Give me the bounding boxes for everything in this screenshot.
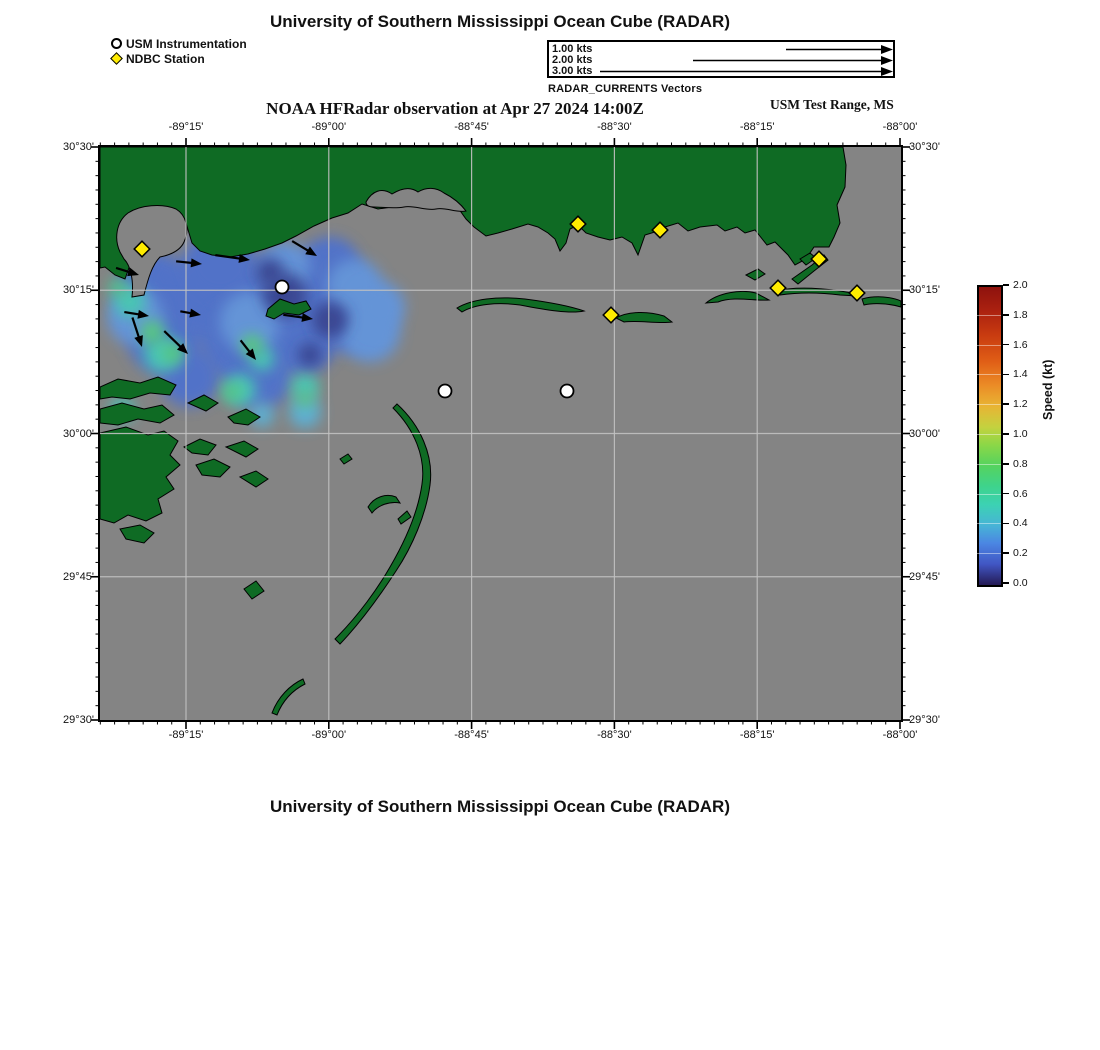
colorbar-annotation-line [977, 523, 1001, 524]
colorbar-annotation-line [977, 374, 1001, 375]
colorbar-tick-label: 1.6 [1013, 338, 1028, 351]
colorbar-tick-label: 1.0 [1013, 428, 1028, 440]
vector-scale-caption: RADAR_CURRENTS Vectors [548, 83, 703, 95]
speed-blob [140, 320, 164, 344]
colorbar-tick [1003, 284, 1009, 286]
x-tick-label-top: -89°15' [168, 121, 204, 133]
speed-blob [298, 343, 322, 367]
y-tick-label-left: 30°30' [63, 141, 94, 153]
legend-label-ndbc: NDBC Station [126, 51, 205, 66]
colorbar-tick [1003, 344, 1009, 346]
x-tick-label-bottom: -88°00' [882, 729, 918, 741]
colorbar-tick-label: 0.8 [1013, 457, 1028, 470]
colorbar-tick [1003, 403, 1009, 405]
colorbar-annotation-line [977, 434, 1001, 435]
region-label: USM Test Range, MS [770, 97, 894, 112]
colorbar [977, 285, 1003, 587]
vector-scale-row-label: 2.00 kts [552, 54, 593, 66]
colorbar-tick-label: 1.8 [1013, 308, 1028, 321]
speed-blob [355, 282, 405, 332]
map-legend [111, 36, 247, 66]
colorbar-tick-label: 2.0 [1013, 279, 1028, 291]
colorbar-tick-label: 1.2 [1013, 398, 1028, 411]
figure-title-bottom: University of Southern Mississippi Ocean Cube (RADAR) [269, 797, 730, 816]
figure-title-top: University of Southern Mississippi Ocean Cube (RADAR) [269, 12, 730, 31]
x-tick-label-top: -88°00' [882, 121, 918, 133]
colorbar-tick [1003, 493, 1009, 495]
x-tick-label-bottom: -89°00' [311, 729, 347, 741]
y-tick-label-left: 29°45' [63, 570, 94, 583]
colorbar-tick-label: 1.4 [1013, 368, 1028, 381]
y-tick-label-right: 30°15' [909, 284, 940, 297]
legend-item-ndbc [111, 51, 247, 66]
usm-circle-icon [111, 38, 122, 49]
colorbar-annotation-line [977, 553, 1001, 554]
legend-item-usm [111, 36, 247, 51]
x-tick-label-bottom: -88°45' [454, 729, 489, 741]
colorbar-label: Speed (kt) [1041, 359, 1055, 420]
observation-subtitle: NOAA HFRadar observation at Apr 27 2024 14:00Z [266, 99, 644, 118]
vector-scale-arrowhead [881, 67, 893, 76]
colorbar-tick [1003, 374, 1009, 376]
colorbar-annotation-line [977, 315, 1001, 316]
legend-label-usm: USM Instrumentation [126, 36, 247, 51]
y-tick-label-right: 29°45' [909, 570, 940, 583]
colorbar-tick-label: 0.0 [1013, 577, 1028, 589]
speed-blob [297, 391, 313, 407]
x-tick-label-top: -89°00' [311, 121, 347, 133]
y-tick-label-left: 29°30' [63, 714, 94, 726]
y-tick-label-left: 30°15' [63, 284, 94, 297]
vector-scale-row-label: 1.00 kts [552, 43, 593, 55]
x-tick-label-top: -88°30' [597, 121, 632, 133]
vector-scale-box [547, 40, 895, 78]
x-tick-label-bottom: -88°30' [597, 729, 632, 741]
map-svg [100, 147, 901, 720]
colorbar-tick-label: 0.2 [1013, 547, 1028, 560]
colorbar-annotation-line [977, 404, 1001, 405]
colorbar-annotation-line [977, 345, 1001, 346]
vector-scale-row-label: 3.00 kts [552, 65, 593, 77]
x-tick-label-bottom: -89°15' [168, 729, 204, 741]
colorbar-tick-label: 0.6 [1013, 487, 1028, 500]
colorbar-tick-label: 0.4 [1013, 517, 1028, 530]
x-tick-label-top: -88°45' [454, 121, 489, 133]
usm-instrument-marker [561, 385, 574, 398]
y-tick-label-right: 30°00' [909, 427, 940, 440]
vector-scale-arrows [549, 42, 893, 76]
colorbar-tick [1003, 463, 1009, 465]
colorbar-tick [1003, 433, 1009, 435]
colorbar-tick [1003, 523, 1009, 525]
colorbar-annotation-line [977, 464, 1001, 465]
x-tick-label-bottom: -88°15' [739, 729, 775, 741]
speed-blob [223, 383, 241, 401]
colorbar-tick [1003, 582, 1009, 584]
ndbc-diamond-icon [110, 52, 123, 65]
usm-instrument-marker [439, 385, 452, 398]
colorbar-annotation-line [977, 494, 1001, 495]
colorbar-tick [1003, 314, 1009, 316]
speed-blob [109, 278, 127, 296]
x-tick-label-top: -88°15' [739, 121, 775, 133]
vector-scale-arrowhead [881, 45, 893, 54]
colorbar-tick [1003, 552, 1009, 554]
y-tick-label-right: 30°30' [909, 141, 940, 153]
vector-scale-arrowhead [881, 56, 893, 65]
map-area [100, 147, 901, 720]
y-tick-label-right: 29°30' [909, 714, 940, 726]
speed-blob [312, 302, 348, 338]
usm-instrument-marker [276, 281, 289, 294]
y-tick-label-left: 30°00' [63, 427, 94, 440]
